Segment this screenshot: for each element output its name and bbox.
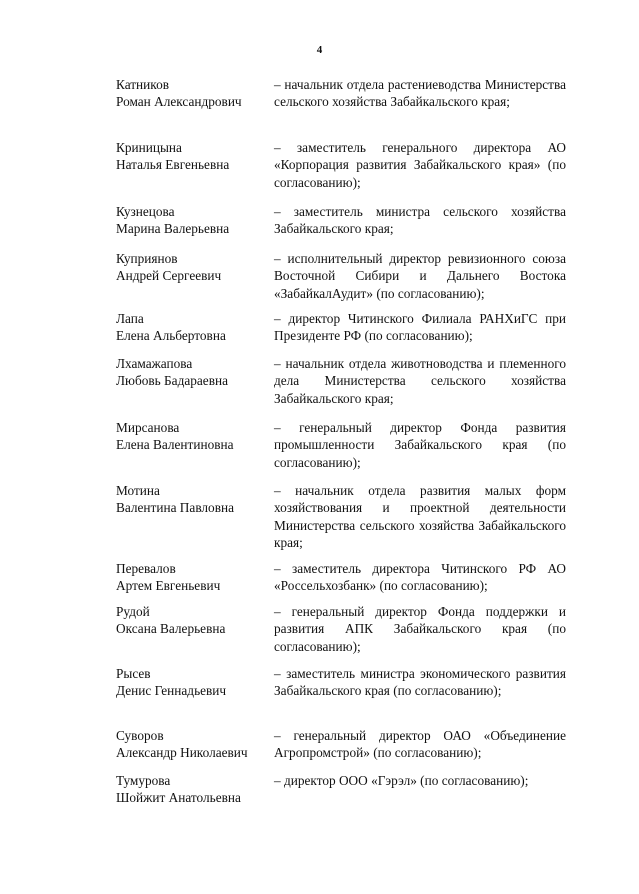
member-surname: Катников (116, 77, 170, 92)
member-surname: Мирсанова (116, 420, 180, 435)
member-name (116, 355, 268, 389)
member-given-names: Артем Евгеньевич (116, 578, 221, 593)
member-given-names: Оксана Валерьевна (116, 621, 226, 636)
member-given-names: Александр Николаевич (116, 745, 248, 760)
member-role: – заместитель министра сельского хозяйства Забайкальского края; (274, 204, 566, 237)
member-surname: Лхамажапова (116, 356, 193, 371)
member-surname: Перевалов (116, 561, 176, 576)
member-role: – генеральный директор ОАО «Объединение Агропромстрой» (по согласованию); (274, 728, 566, 761)
member-surname: Рудой (116, 604, 150, 619)
member-surname: Кузнецова (116, 204, 175, 219)
member-surname: Мотина (116, 483, 160, 498)
member-surname: Тумурова (116, 773, 171, 788)
member-surname: Лапа (116, 311, 144, 326)
member-name (116, 139, 268, 173)
member-name (116, 76, 268, 110)
member-name (116, 250, 268, 284)
member-role: – генеральный директор Фонда поддержки и развития АПК Забайкальского края (по согласованию); (274, 604, 566, 654)
member-given-names: Шойжит Анатольевна (116, 790, 241, 805)
member-given-names: Елена Валентиновна (116, 437, 234, 452)
member-given-names: Андрей Сергеевич (116, 268, 222, 283)
member-role: – директор ООО «Гэрэл» (по согласованию); (274, 773, 529, 788)
member-name (116, 482, 268, 516)
member-role: – начальник отдела развития малых форм хозяйствования и проектной деятельности Министерства сельского хозяйства Забайкальского края; (274, 483, 566, 550)
member-name (116, 603, 268, 637)
member-given-names: Роман Александрович (116, 94, 242, 109)
member-role: – начальник отдела растениеводства Министерства сельского хозяйства Забайкальского края; (274, 77, 566, 110)
member-role: – исполнительный директор ревизионного союза Восточной Сибири и Дальнего Востока «ЗабайкалАудит» (по согласованию); (274, 251, 566, 301)
member-name (116, 560, 268, 594)
member-name (116, 419, 268, 453)
member-name (116, 310, 268, 344)
member-role: – директор Читинского Филиала РАНХиГС при Президенте РФ (по согласованию); (274, 311, 566, 344)
member-given-names: Елена Альбертовна (116, 328, 226, 343)
member-name (116, 727, 268, 761)
member-given-names: Валентина Павловна (116, 500, 234, 515)
page-number: 4 (316, 44, 323, 56)
member-surname: Куприянов (116, 251, 178, 266)
member-role: – заместитель министра экономического развития Забайкальского края (по согласованию); (274, 666, 566, 699)
member-role: – генеральный директор Фонда развития промышленности Забайкальского края (по согласованию); (274, 420, 566, 470)
member-name (116, 772, 268, 806)
member-role: – заместитель генерального директора АО «Корпорация развития Забайкальского края» (по согласованию); (274, 140, 566, 190)
member-given-names: Денис Геннадьевич (116, 683, 227, 698)
member-surname: Криницына (116, 140, 182, 155)
member-surname: Суворов (116, 728, 164, 743)
member-name (116, 665, 268, 699)
member-role: – начальник отдела животноводства и племенного дела Министерства сельского хозяйства Забайкальского края; (274, 356, 566, 406)
member-name (116, 203, 268, 237)
member-given-names: Наталья Евгеньевна (116, 157, 230, 172)
member-role: – заместитель директора Читинского РФ АО «Россельхозбанк» (по согласованию); (274, 561, 566, 594)
member-given-names: Любовь Бадараевна (116, 373, 228, 388)
member-surname: Рысев (116, 666, 151, 681)
member-given-names: Марина Валерьевна (116, 221, 230, 236)
